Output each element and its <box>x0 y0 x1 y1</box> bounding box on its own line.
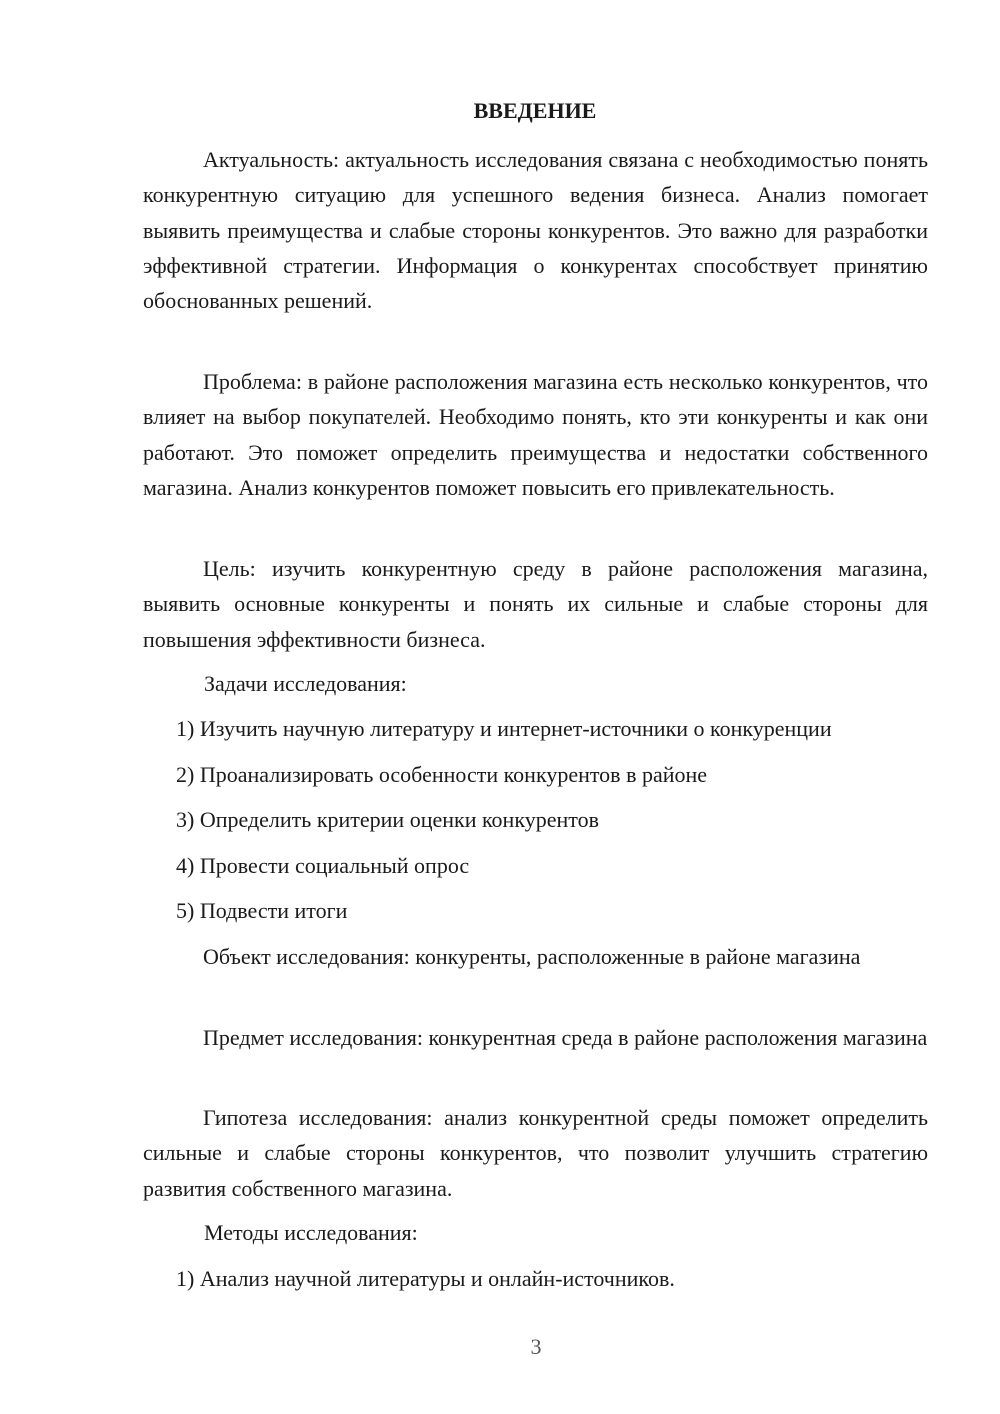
methods-heading: Методы исследования: <box>204 1220 418 1245</box>
paragraph-subject: Предмет исследования: конкурентная среда в районе расположения магазина <box>203 1025 928 1050</box>
task-item: 4) Провести социальный опрос <box>176 853 470 878</box>
task-item: 3) Определить критерии оценки конкурентов <box>176 807 599 832</box>
paragraph-relevance: Актуальность: актуальность исследования связана с необходимостью понять конкурентную ситуацию для успешного ведения бизнеса. Анализ помогает выявить преимущества и слабые стороны конкурентов. Это важно для разработки эффективной стратегии. Информация о конкурентах способствует принятию обоснованных решений. <box>143 147 928 314</box>
method-item: 1) Анализ научной литературы и онлайн-источников. <box>176 1266 675 1291</box>
task-item: 5) Подвести итоги <box>176 898 348 923</box>
paragraph-hypothesis: Гипотеза исследования: анализ конкурентной среды поможет определить сильные и слабые стороны конкурентов, что позволит улучшить стратегию развития собственного магазина. <box>143 1105 928 1201</box>
paragraph-problem: Проблема: в районе расположения магазина есть несколько конкурентов, что влияет на выбор покупателей. Необходимо понять, кто эти конкуренты и как они работают. Это поможет определить преимущества и недостатки собственного магазина. Анализ конкурентов поможет повысить его привлекательность. <box>143 369 928 500</box>
paragraph-goal: Цель: изучить конкурентную среду в районе расположения магазина, выявить основные конкуренты и понять их сильные и слабые стороны для повышения эффективности бизнеса. <box>143 556 928 652</box>
section-title: ВВЕДЕНИЕ <box>473 98 597 123</box>
task-item: 2) Проанализировать особенности конкурентов в районе <box>176 762 708 787</box>
page-number: 3 <box>530 1334 542 1359</box>
paragraph-object: Объект исследования: конкуренты, расположенные в районе магазина <box>203 944 861 969</box>
tasks-heading: Задачи исследования: <box>204 671 407 696</box>
task-item: 1) Изучить научную литературу и интернет-источники о конкуренции <box>176 716 832 741</box>
